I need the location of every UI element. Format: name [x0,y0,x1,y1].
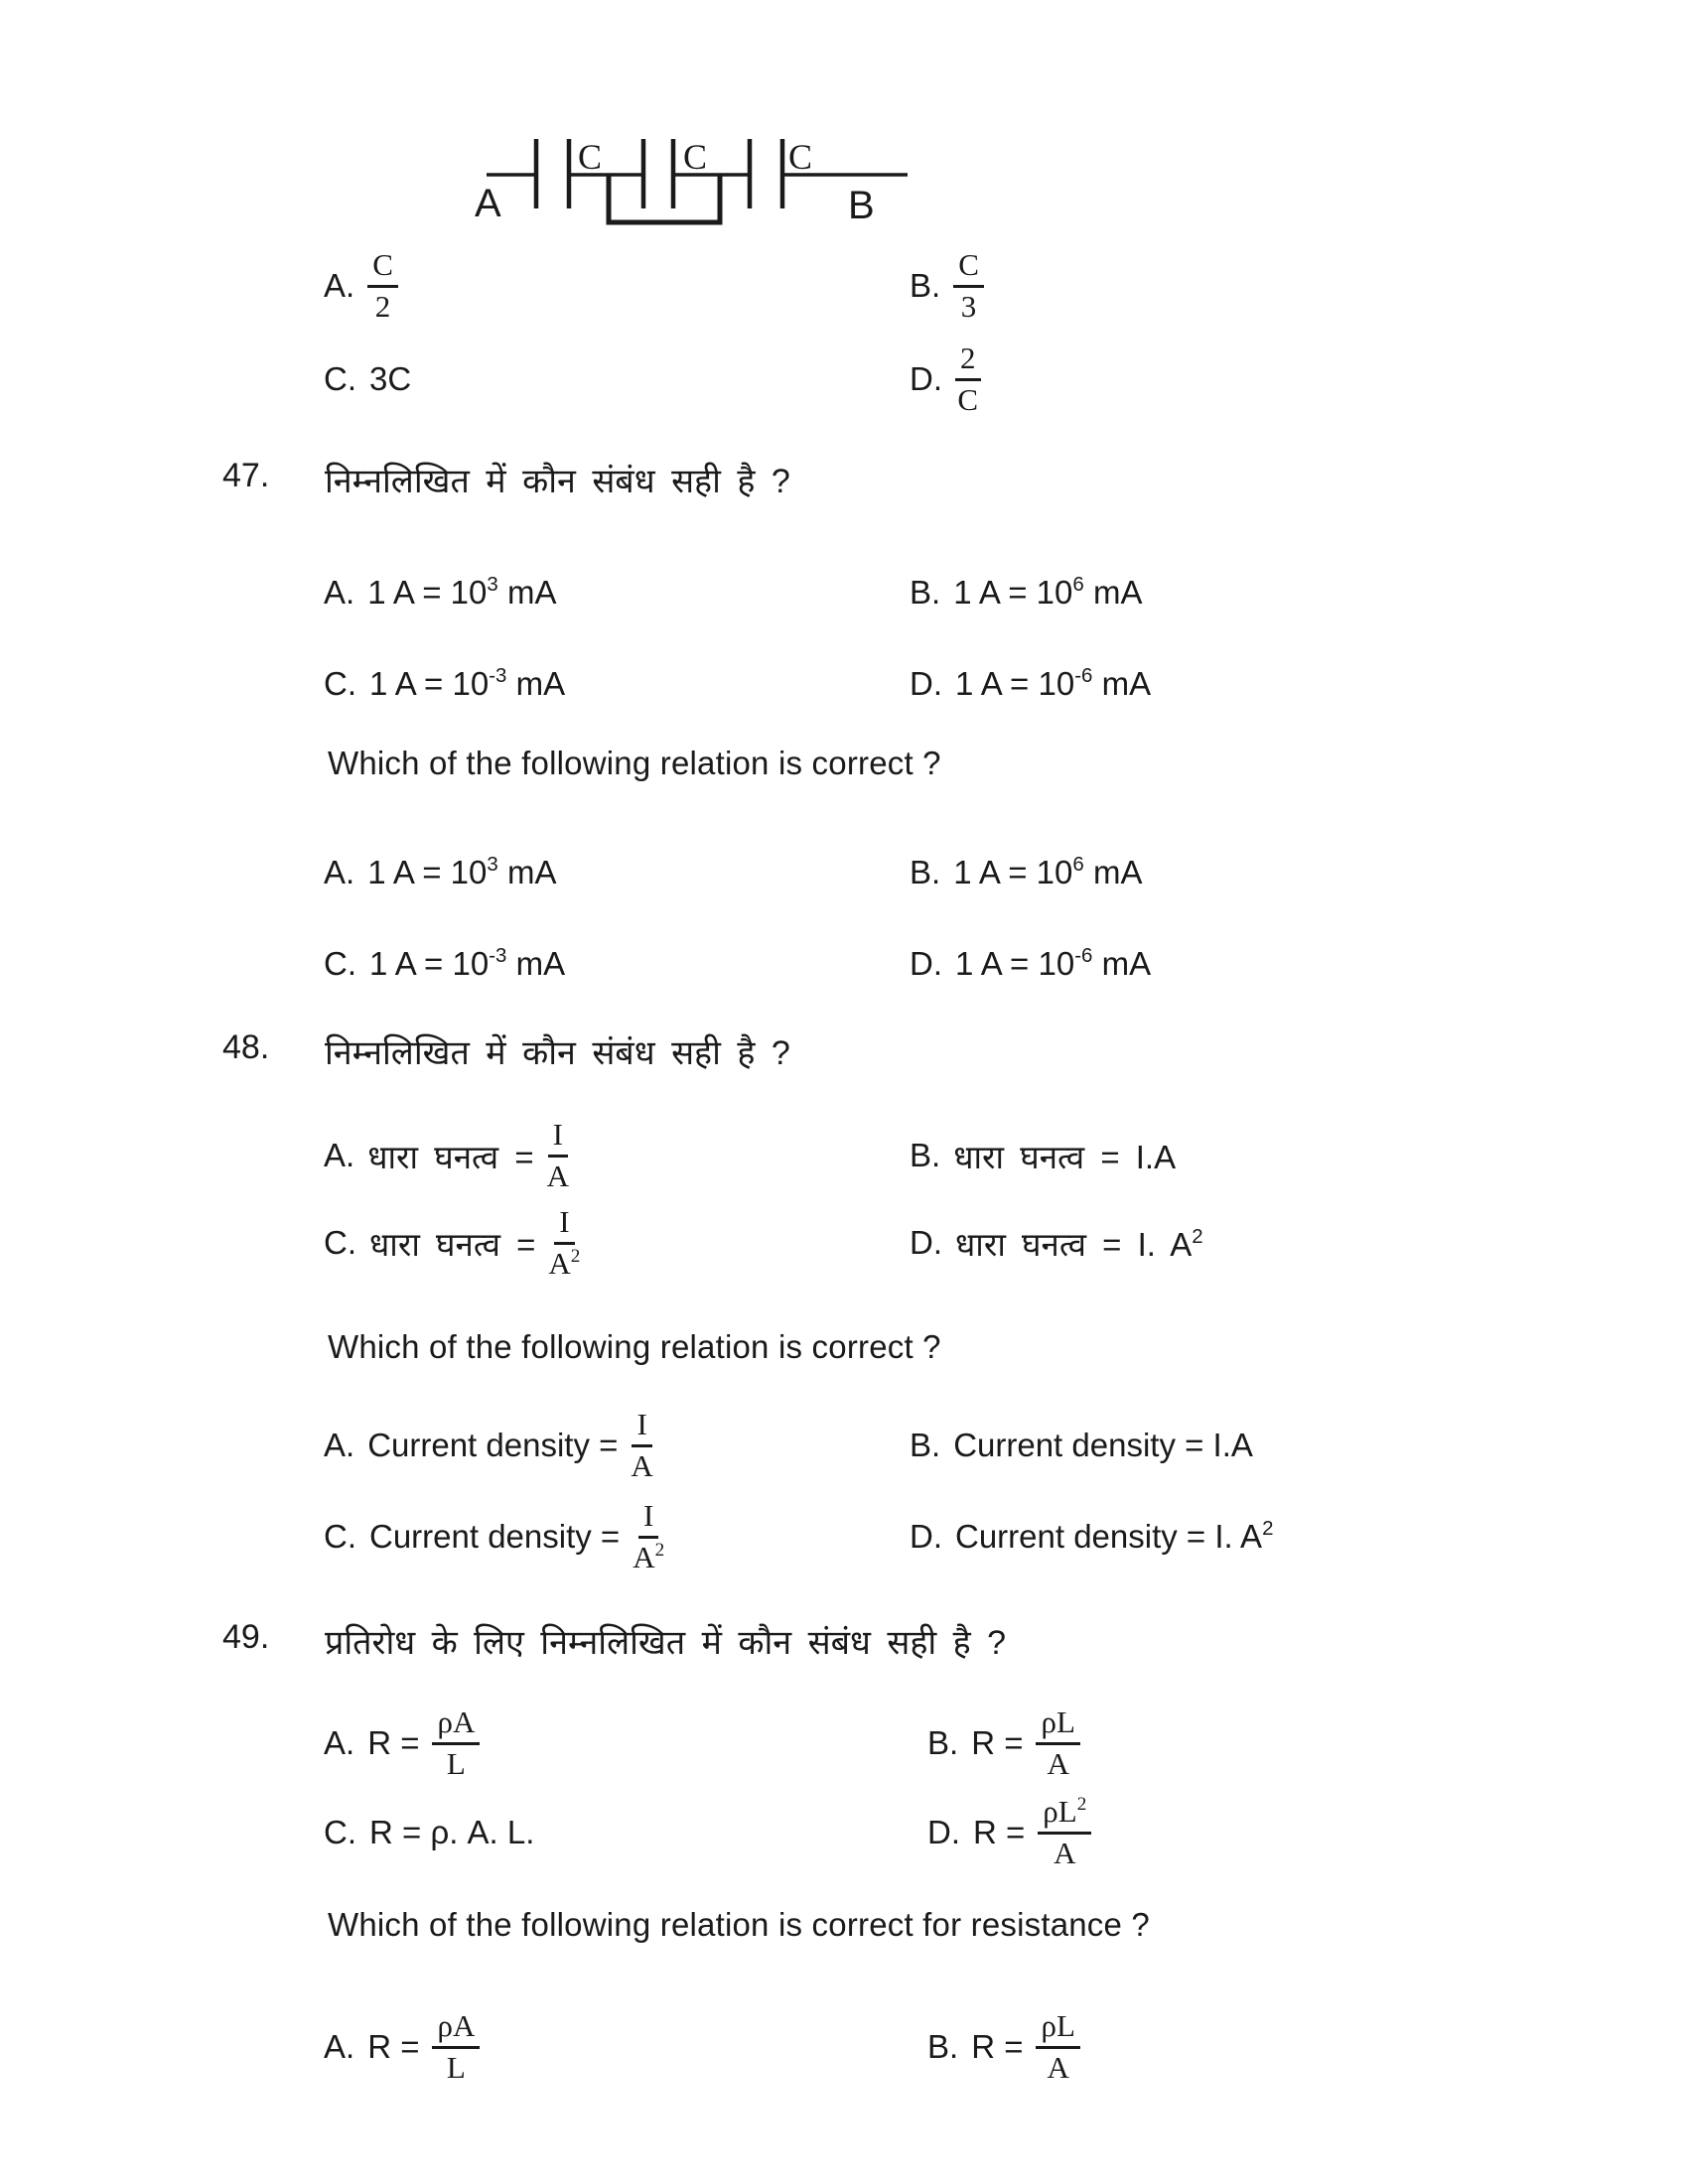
option-text: 3C [369,360,412,397]
option-b [927,1698,1080,1789]
question-number: 49. [222,1618,270,1656]
option-label: A. [324,1137,355,1173]
capacitor-2-label: C [683,137,708,177]
option-label: D. [910,665,942,702]
option-b [910,1114,1176,1197]
option-lead: R = [971,1724,1024,1761]
top-options-row-2 [0,338,1688,421]
q48-english-options-row-2 [0,1495,1688,1578]
option-a [324,1404,653,1487]
option-text: 1 $A = 10^{-3}$ mA [369,944,566,982]
option-label: D. [910,1224,942,1261]
option-label: A. [324,1427,355,1463]
question-number: 48. [222,1028,270,1066]
short-circuit-wire [609,175,720,222]
option-d [927,1787,1091,1878]
question-48-text-english: Which of the following relation is correct ? [328,1328,941,1365]
option-label: B. [927,2028,959,2065]
option-text: 1 $A = 10^3$ mA [367,853,557,890]
fraction: $\frac{\rho A}{L}$ [432,2009,480,2085]
option-lead: धारा घनत्व = [369,1225,536,1263]
option-c [324,1495,664,1578]
option-text: 1 $A = 10^{-6}$ mA [955,664,1152,702]
fraction: $\frac{\rho L}{A}$ [1036,1706,1079,1781]
option-label: B. [910,574,941,611]
fraction: $\frac{C}{2}$ [367,248,398,324]
question-47-text-english: Which of the following relation is correct ? [328,745,941,781]
fraction: $\frac{I}{A^2}$ [633,1497,665,1574]
option-text: धारा घनत्व = I. $A^2$ [955,1224,1203,1263]
option-a [324,244,398,328]
option-c [324,941,565,987]
q49-options-row-2 [0,1787,1688,1878]
option-lead: धारा घनत्व = [367,1138,534,1175]
terminal-b-label: B [848,184,875,227]
option-b [910,244,984,328]
option-d [910,338,981,421]
option-d [910,941,1151,987]
fraction: $\frac{\rho L}{A}$ [1036,2009,1079,2085]
q48-hindi-options-row-1 [0,1114,1688,1197]
top-options-row-1 [0,244,1688,328]
fraction: $\frac{C}{3}$ [953,248,984,324]
fraction: $\frac{I}{A}$ [546,1116,569,1193]
capacitor-3-label: C [788,137,813,177]
q48-english-options-row-1 [0,1404,1688,1487]
option-label: C. [324,360,356,397]
capacitor-1-label: C [578,137,603,177]
option-label: A. [324,267,355,304]
option-b [910,570,1142,615]
question-49-text-english: Which of the following relation is correct for resistance ? [328,1906,1150,1943]
q49-english-options-row-1 [0,2001,1688,2093]
option-text: 1 $A = 10^6$ mA [953,573,1143,611]
fraction: $\frac{\rho L^2}{A}$ [1038,1795,1091,1870]
q48-hindi-options-row-2 [0,1201,1688,1285]
option-label: A. [324,854,355,890]
option-label: D. [910,945,942,982]
q47-hindi-options-row-2 [0,661,1688,707]
option-b [910,850,1142,895]
option-text: 1 $A = 10^3$ mA [367,573,557,611]
option-label: A. [324,1724,355,1761]
option-text: Current density = I. $A^2$ [955,1517,1274,1555]
option-b [927,2001,1080,2093]
option-a [324,1114,569,1197]
option-lead: R = [973,1814,1026,1850]
option-lead: R = [367,2028,420,2065]
question-text-hindi: निम्नलिखित में कौन संबंध सही है ? [325,463,790,500]
option-label: B. [910,267,941,304]
option-label: D. [910,1518,942,1555]
fraction: $\frac{2}{C}$ [955,341,981,417]
option-a [324,1698,480,1789]
option-c [324,338,411,421]
option-a [324,2001,480,2093]
option-a [324,570,556,615]
option-text: 1 $A = 10^{-6}$ mA [955,944,1152,982]
fraction: $\frac{I}{A}$ [631,1406,653,1483]
option-a [324,850,556,895]
option-text: 1 $A = 10^{-3}$ mA [369,664,566,702]
q47-hindi-options-row-1 [0,570,1688,615]
option-c [324,661,565,707]
option-b [910,1404,1253,1487]
terminal-a-label: A [475,182,501,225]
option-label: B. [927,1724,959,1761]
option-text: R = ρ. A. L. [369,1814,535,1850]
option-d [910,1201,1203,1285]
option-label: C. [324,1814,356,1850]
question-number: 47. [222,457,270,494]
option-text: 1 $A = 10^6$ mA [953,853,1143,890]
option-label: B. [910,1427,941,1463]
q47-english-options-row-1 [0,850,1688,895]
option-label: D. [927,1814,960,1850]
option-c [324,1787,534,1878]
option-label: C. [324,665,356,702]
option-label: B. [910,854,941,890]
option-lead: Current density = [369,1518,621,1555]
option-d [910,661,1151,707]
option-text: Current density = I.A [953,1427,1253,1463]
q47-english-options-row-2 [0,941,1688,987]
option-label: C. [324,945,356,982]
question-text-hindi: निम्नलिखित में कौन संबंध सही है ? [325,1034,790,1072]
option-label: A. [324,574,355,611]
fraction: $\frac{\rho A}{L}$ [432,1706,480,1781]
q49-options-row-1 [0,1698,1688,1789]
option-text: धारा घनत्व = I.A [953,1138,1177,1175]
option-lead: Current density = [367,1427,619,1463]
option-label: C. [324,1224,356,1261]
option-lead: R = [367,1724,420,1761]
option-label: C. [324,1518,356,1555]
option-label: B. [910,1137,941,1173]
option-lead: R = [971,2028,1024,2065]
option-label: D. [910,360,942,397]
option-c [324,1201,580,1285]
option-label: A. [324,2028,355,2065]
option-d [910,1495,1273,1578]
fraction: $\frac{I}{A^2}$ [548,1203,581,1281]
question-text-hindi: प्रतिरोध के लिए निम्नलिखित में कौन संबंध सही है ? [325,1624,1007,1662]
circuit-diagram [473,125,921,232]
